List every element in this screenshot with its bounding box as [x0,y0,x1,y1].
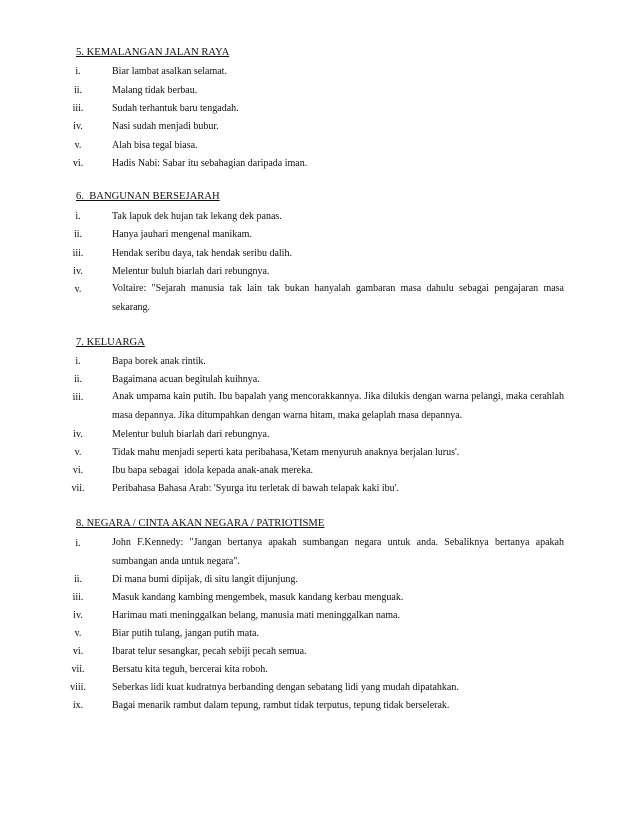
item-text: Malang tidak berbau. [112,85,198,96]
item-text: Bagai menarik rambut dalam tepung, rambut tidak terputus, tepung tidak berselerak. [112,700,450,711]
item-number: v. [74,284,82,295]
item-number: iii. [72,592,84,603]
item-number: viii. [70,682,86,693]
item-text: Harimau mati meninggalkan belang, manusia mati meninggalkan nama. [112,610,400,621]
item-number: iv. [73,121,83,132]
item-number: iv. [73,610,83,621]
item-number: vi. [72,646,84,657]
item-text: John F.Kennedy: "Jangan bertanya apakah sumbangan negara untuk anda. Sebaliknya bertanya apakah sumbangan anda untuk negara". [112,537,564,567]
section-heading: 8. NEGARA / CINTA AKAN NEGARA / PATRIOTISME [76,518,325,529]
item-text: Bagaimana acuan begitulah kuihnya. [112,374,260,385]
item-number: iii. [72,248,84,259]
item-number: i. [75,211,81,222]
section-heading: 6. BANGUNAN BERSEJARAH [76,191,220,202]
item-text: Tidak mahu menjadi seperti kata peribahasa,'Ketam menyuruh anaknya berjalan lurus'. [112,447,460,458]
item-number: vii. [71,664,85,675]
item-number: i. [75,66,81,77]
item-text: Bapa borek anak rintik. [112,356,206,367]
item-text: Voltaire: "Sejarah manusia tak lain tak bukan hanyalah gambaran masa dahulu sebagai pengajaran masa sekarang. [112,283,564,313]
item-number: v. [74,628,82,639]
item-text: Melentur buluh biarlah dari rebungnya. [112,429,270,440]
item-text: Bersatu kita teguh, bercerai kita roboh. [112,664,268,675]
item-text: Peribahasa Bahasa Arab: 'Syurga itu terletak di bawah telapak kaki ibu'. [112,483,399,494]
item-text: Seberkas lidi kuat kudratnya berbanding dengan sebatang lidi yang mudah dipatahkan. [112,682,459,693]
item-text: Tak lapuk dek hujan tak lekang dek panas. [112,211,282,222]
item-number: ii. [73,229,83,240]
item-number: vii. [71,483,85,494]
item-number: ix. [72,700,84,711]
item-number: iv. [73,429,83,440]
item-number: i. [75,356,81,367]
item-number: ii. [73,574,83,585]
item-text: Ibu bapa sebagai idola kepada anak-anak mereka. [112,465,314,476]
section-heading: 5. KEMALANGAN JALAN RAYA [76,47,230,58]
item-text: Biar putih tulang, jangan putih mata. [112,628,259,639]
item-text: Masuk kandang kambing mengembek, masuk kandang kerbau menguak. [112,592,404,603]
item-text: Hendak seribu daya, tak hendak seribu dalih. [112,248,292,259]
item-text: Biar lambat asalkan selamat. [112,66,227,77]
item-text: Di mana bumi dipijak, di situ langit dijunjung. [112,574,298,585]
item-number: vi. [72,158,84,169]
item-number: iii. [72,103,84,114]
item-text: Nasi sudah menjadi bubur. [112,121,219,132]
item-number: v. [74,447,82,458]
item-number: v. [74,140,82,151]
item-number: i. [75,538,81,549]
item-number: iii. [72,392,84,403]
item-text: Ibarat telur sesangkar, pecah sebiji pecah semua. [112,646,307,657]
item-number: vi. [72,465,84,476]
section-heading: 7. KELUARGA [76,337,145,348]
item-text: Hadis Nabi: Sabar itu sebahagian daripada iman. [112,158,308,169]
item-text: Melentur buluh biarlah dari rebungnya. [112,266,270,277]
item-text: Hanya jauhari mengenal manikam. [112,229,252,240]
item-text: Alah bisa tegal biasa. [112,140,198,151]
item-number: ii. [73,85,83,96]
item-number: ii. [73,374,83,385]
item-number: iv. [73,266,83,277]
item-text: Anak umpama kain putih. Ibu bapalah yang mencorakkannya. Jika dilukis dengan warna pelangi, maka cerahlah masa depannya. Jika ditumpahkan dengan warna hitam, maka gelaplah masa depannya. [112,391,564,421]
item-text: Sudah terhantuk baru tengadah. [112,103,239,114]
